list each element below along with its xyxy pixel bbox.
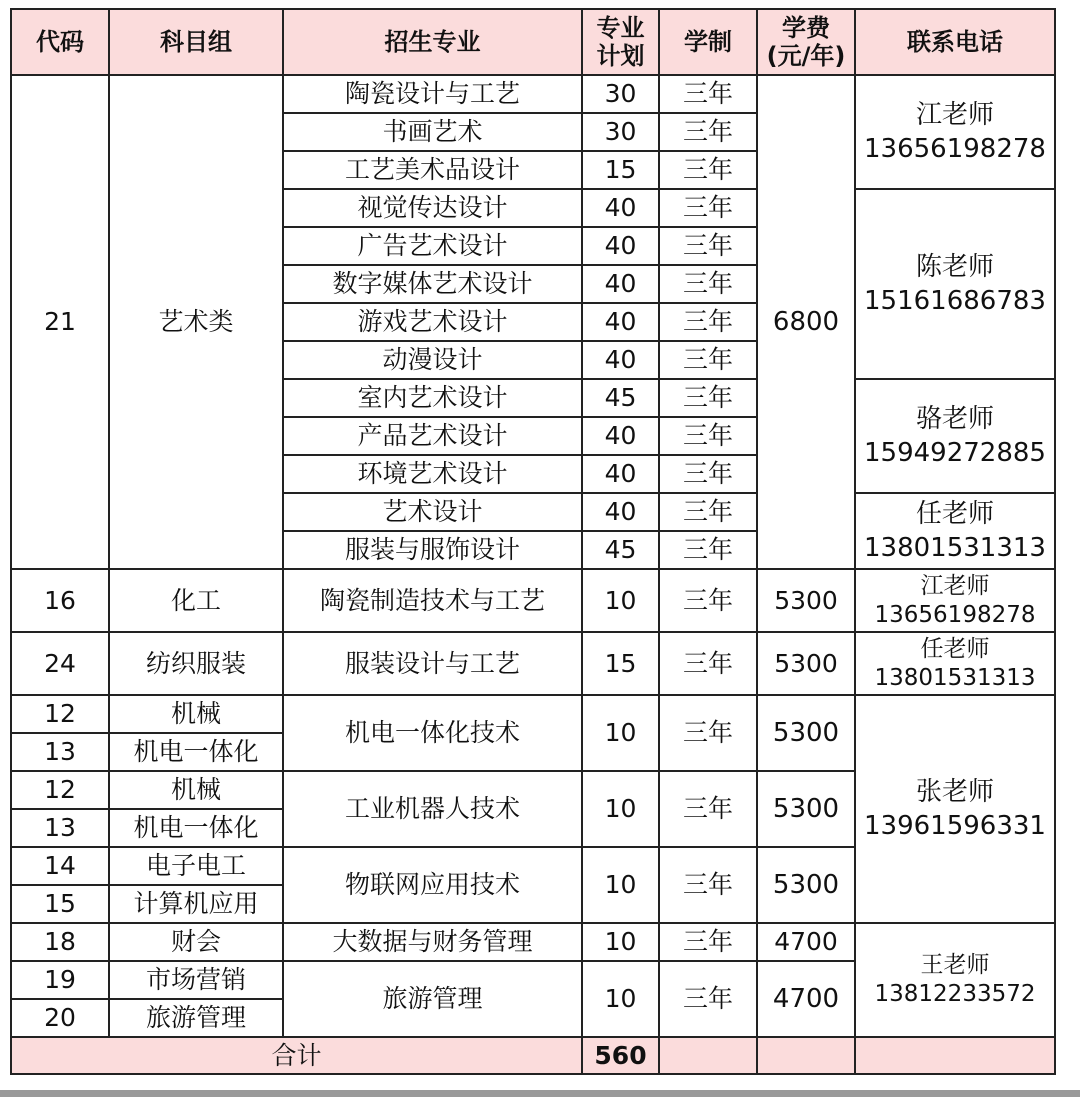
code-cell: 12	[11, 771, 109, 809]
fee-cell: 4700	[757, 923, 855, 961]
major-cell: 视觉传达设计	[283, 189, 582, 227]
table-row	[11, 569, 1055, 632]
duration-cell: 三年	[659, 632, 757, 695]
duration-cell: 三年	[659, 113, 757, 151]
contact-phone: 15949272885	[864, 438, 1046, 468]
contact-cell	[855, 923, 1055, 1037]
group-cell: 市场营销	[109, 961, 283, 999]
major-cell: 室内艺术设计	[283, 379, 582, 417]
duration-cell: 三年	[659, 455, 757, 493]
plan-cell: 10	[582, 569, 659, 632]
duration-cell: 三年	[659, 961, 757, 1037]
art-fee: 6800	[757, 75, 855, 569]
contact-name: 张老师	[915, 777, 994, 807]
major-cell: 陶瓷设计与工艺	[283, 75, 582, 113]
major-cell: 物联网应用技术	[283, 847, 582, 923]
group-cell: 机电一体化	[109, 733, 283, 771]
duration-cell: 三年	[659, 265, 757, 303]
plan-cell: 40	[582, 303, 659, 341]
contact-phone: 13812233572	[874, 981, 1036, 1007]
header-fee: 学费 (元/年)	[757, 9, 855, 75]
group-cell: 旅游管理	[109, 999, 283, 1037]
contact-phone: 13801531313	[874, 664, 1036, 691]
plan-cell: 10	[582, 847, 659, 923]
code-cell: 20	[11, 999, 109, 1037]
duration-cell: 三年	[659, 847, 757, 923]
group-cell: 机械	[109, 695, 283, 733]
code-cell: 12	[11, 695, 109, 733]
duration-cell: 三年	[659, 379, 757, 417]
duration-cell: 三年	[659, 189, 757, 227]
code-cell: 13	[11, 809, 109, 847]
plan-cell: 45	[582, 531, 659, 569]
enrollment-table	[10, 8, 1056, 1075]
code-cell: 24	[11, 632, 109, 695]
fee-cell: 5300	[757, 695, 855, 771]
table-row	[11, 75, 1055, 113]
total-empty-cell	[659, 1037, 757, 1074]
code-cell: 19	[11, 961, 109, 999]
duration-cell: 三年	[659, 771, 757, 847]
major-cell: 机电一体化技术	[283, 695, 582, 771]
group-cell: 机械	[109, 771, 283, 809]
code-cell: 13	[11, 733, 109, 771]
contact-name: 骆老师	[915, 404, 994, 434]
plan-cell: 40	[582, 189, 659, 227]
duration-cell: 三年	[659, 531, 757, 569]
major-cell: 工业机器人技术	[283, 771, 582, 847]
group-cell: 机电一体化	[109, 809, 283, 847]
contact-cell	[855, 632, 1055, 695]
header-duration: 学制	[659, 9, 757, 75]
major-cell: 大数据与财务管理	[283, 923, 582, 961]
contact-cell	[855, 379, 1055, 493]
duration-cell: 三年	[659, 341, 757, 379]
total-empty-cell	[855, 1037, 1055, 1074]
contact-cell	[855, 569, 1055, 632]
plan-cell: 40	[582, 455, 659, 493]
contact-cell	[855, 695, 1055, 923]
plan-cell: 40	[582, 341, 659, 379]
plan-cell: 10	[582, 961, 659, 1037]
code-cell: 15	[11, 885, 109, 923]
contact-name: 江老师	[920, 572, 990, 599]
plan-cell: 10	[582, 923, 659, 961]
contact-cell	[855, 493, 1055, 569]
plan-cell: 45	[582, 379, 659, 417]
major-cell: 服装与服饰设计	[283, 531, 582, 569]
table-row	[11, 632, 1055, 695]
plan-cell: 40	[582, 417, 659, 455]
major-cell: 陶瓷制造技术与工艺	[283, 569, 582, 632]
major-cell: 艺术设计	[283, 493, 582, 531]
contact-name: 任老师	[920, 635, 990, 662]
major-cell: 环境艺术设计	[283, 455, 582, 493]
header-contact: 联系电话	[855, 9, 1055, 75]
contact-phone: 13656198278	[864, 134, 1046, 164]
total-row	[11, 1037, 1055, 1074]
duration-cell: 三年	[659, 303, 757, 341]
duration-cell: 三年	[659, 227, 757, 265]
contact-phone: 15161686783	[864, 286, 1046, 316]
duration-cell: 三年	[659, 695, 757, 771]
group-cell: 化工	[109, 569, 283, 632]
group-cell: 纺织服装	[109, 632, 283, 695]
contact-phone: 13961596331	[864, 811, 1046, 841]
fee-cell: 5300	[757, 771, 855, 847]
header-code: 代码	[11, 9, 109, 75]
plan-cell: 40	[582, 227, 659, 265]
total-value: 560	[582, 1037, 659, 1074]
duration-cell: 三年	[659, 493, 757, 531]
major-cell: 动漫设计	[283, 341, 582, 379]
duration-cell: 三年	[659, 151, 757, 189]
contact-name: 陈老师	[915, 252, 994, 282]
duration-cell: 三年	[659, 923, 757, 961]
major-cell: 旅游管理	[283, 961, 582, 1037]
fee-cell: 5300	[757, 569, 855, 632]
fee-cell: 5300	[757, 632, 855, 695]
code-cell: 16	[11, 569, 109, 632]
major-cell: 书画艺术	[283, 113, 582, 151]
major-cell: 数字媒体艺术设计	[283, 265, 582, 303]
group-cell: 计算机应用	[109, 885, 283, 923]
duration-cell: 三年	[659, 569, 757, 632]
plan-cell: 15	[582, 151, 659, 189]
plan-cell: 10	[582, 695, 659, 771]
code-cell: 18	[11, 923, 109, 961]
duration-cell: 三年	[659, 417, 757, 455]
total-label: 合计	[11, 1037, 582, 1074]
group-cell: 电子电工	[109, 847, 283, 885]
contact-cell	[855, 189, 1055, 379]
major-cell: 工艺美术品设计	[283, 151, 582, 189]
header-major: 招生专业	[283, 9, 582, 75]
contact-phone: 13656198278	[874, 601, 1036, 628]
plan-cell: 30	[582, 75, 659, 113]
major-cell: 游戏艺术设计	[283, 303, 582, 341]
fee-cell: 4700	[757, 961, 855, 1037]
duration-cell: 三年	[659, 75, 757, 113]
major-cell: 服装设计与工艺	[283, 632, 582, 695]
plan-cell: 10	[582, 771, 659, 847]
header-row	[11, 9, 1055, 75]
contact-phone: 13801531313	[864, 533, 1046, 563]
plan-cell: 15	[582, 632, 659, 695]
art-code: 21	[11, 75, 109, 569]
header-plan: 专业 计划	[582, 9, 659, 75]
contact-cell	[855, 75, 1055, 189]
art-group: 艺术类	[109, 75, 283, 569]
group-cell: 财会	[109, 923, 283, 961]
fee-cell: 5300	[757, 847, 855, 923]
contact-name: 江老师	[915, 100, 994, 130]
code-cell: 14	[11, 847, 109, 885]
major-cell: 广告艺术设计	[283, 227, 582, 265]
bottom-divider	[0, 1090, 1080, 1097]
major-cell: 产品艺术设计	[283, 417, 582, 455]
plan-cell: 30	[582, 113, 659, 151]
contact-name: 王老师	[920, 952, 990, 978]
total-empty-cell	[757, 1037, 855, 1074]
header-group: 科目组	[109, 9, 283, 75]
plan-cell: 40	[582, 265, 659, 303]
plan-cell: 40	[582, 493, 659, 531]
contact-name: 任老师	[915, 499, 994, 529]
table-row	[11, 923, 1055, 961]
table-row	[11, 695, 1055, 733]
